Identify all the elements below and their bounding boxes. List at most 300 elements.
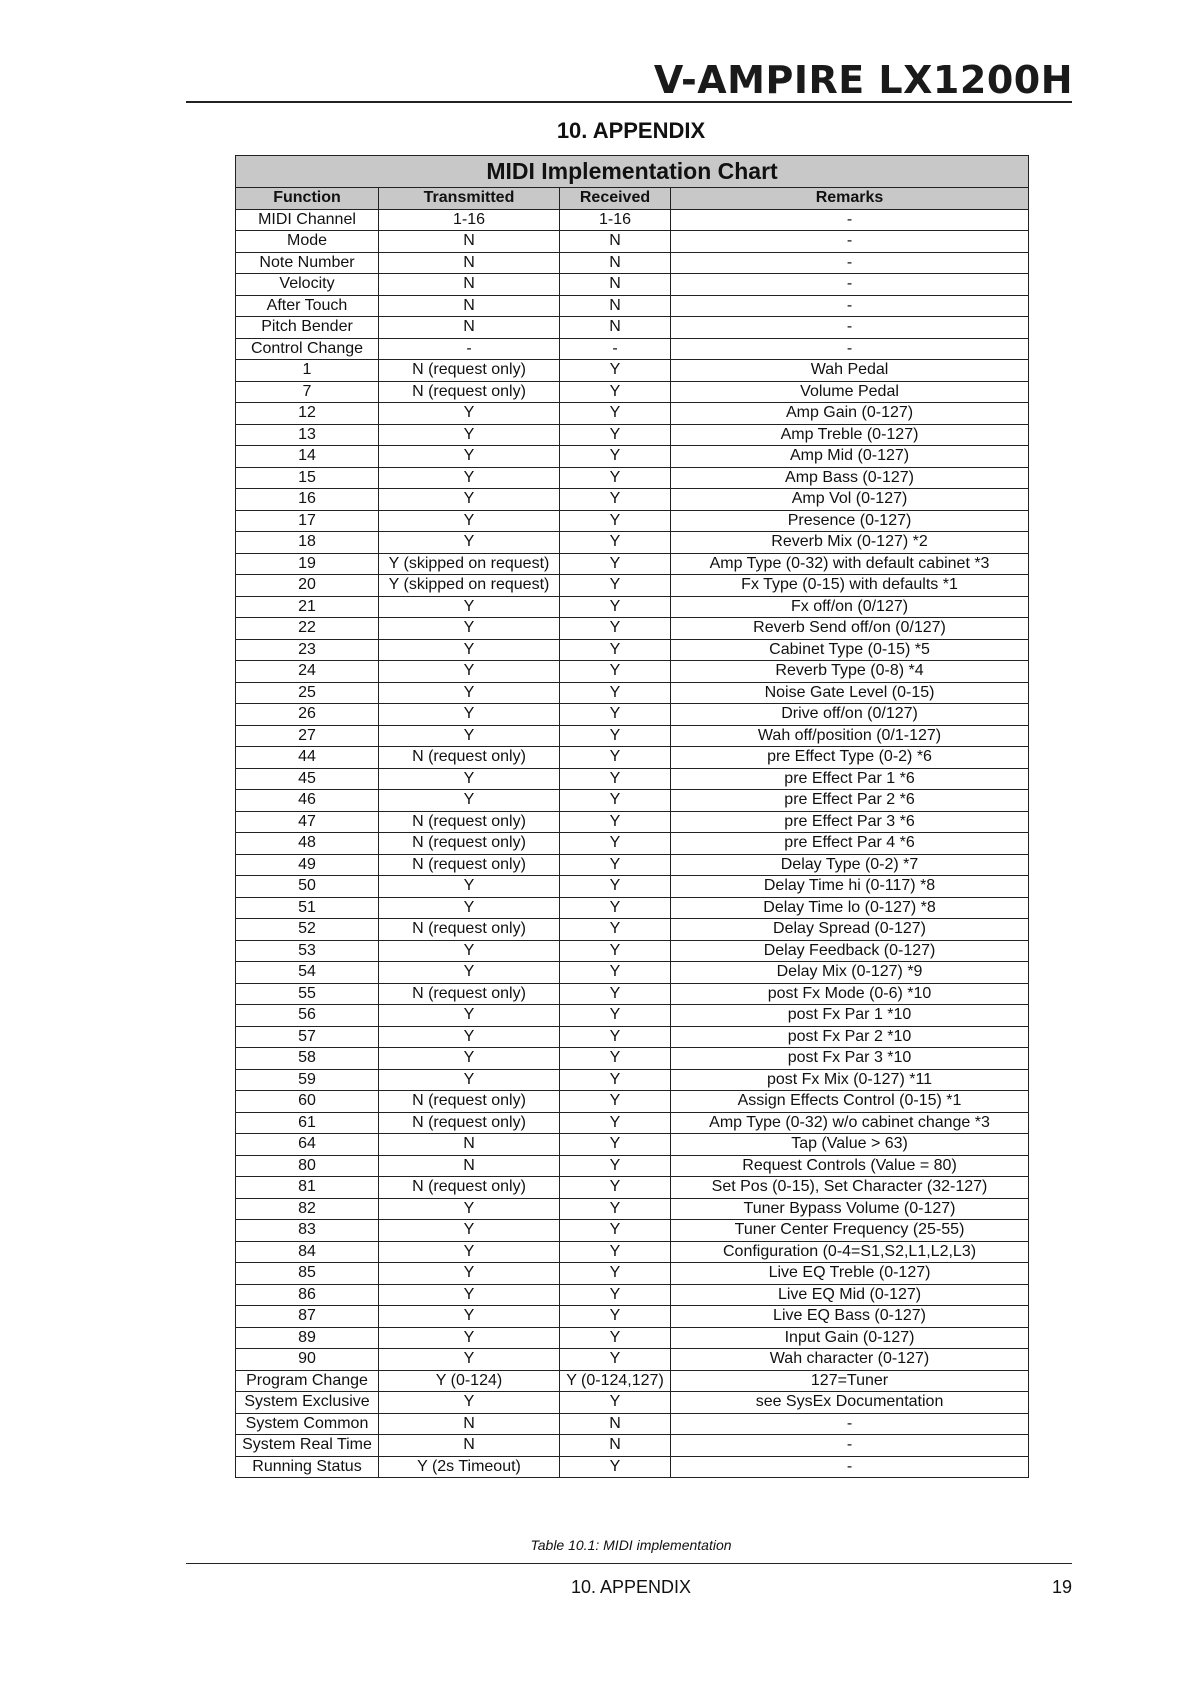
cell-function: 90 [236,1349,379,1371]
cell-remarks: Noise Gate Level (0-15) [671,682,1029,704]
table-row [236,1198,1029,1220]
cell-function: System Common [236,1413,379,1435]
cell-received: Y [560,897,671,919]
cell-function: 27 [236,725,379,747]
cell-transmitted: 1-16 [379,209,560,231]
footer-section-label: 10. APPENDIX [570,1577,692,1597]
table-row [236,876,1029,898]
cell-transmitted: N (request only) [379,381,560,403]
cell-remarks: Amp Mid (0-127) [671,446,1029,468]
cell-received: Y [560,962,671,984]
cell-function: Velocity [236,274,379,296]
cell-remarks: post Fx Par 2 *10 [671,1026,1029,1048]
cell-function: 18 [236,532,379,554]
cell-transmitted: Y [379,424,560,446]
table-row [236,295,1029,317]
cell-function: 19 [236,553,379,575]
table-row [236,618,1029,640]
cell-received: Y [560,1134,671,1156]
cell-remarks: Amp Vol (0-127) [671,489,1029,511]
cell-remarks: pre Effect Type (0-2) *6 [671,747,1029,769]
table-row [236,575,1029,597]
cell-received: Y [560,403,671,425]
cell-received: 1-16 [560,209,671,231]
table-row [236,983,1029,1005]
cell-transmitted: N (request only) [379,360,560,382]
cell-transmitted: N [379,295,560,317]
cell-transmitted: N (request only) [379,1112,560,1134]
cell-transmitted: N [379,1413,560,1435]
cell-remarks: Volume Pedal [671,381,1029,403]
cell-remarks: - [671,1435,1029,1457]
table-row [236,661,1029,683]
cell-remarks: Delay Spread (0-127) [671,919,1029,941]
cell-transmitted: N [379,1134,560,1156]
cell-remarks: Delay Time lo (0-127) *8 [671,897,1029,919]
cell-function: 81 [236,1177,379,1199]
cell-function: MIDI Channel [236,209,379,231]
cell-function: System Real Time [236,1435,379,1457]
cell-transmitted: Y [379,682,560,704]
cell-received: Y [560,532,671,554]
cell-transmitted: N (request only) [379,983,560,1005]
cell-remarks: see SysEx Documentation [671,1392,1029,1414]
cell-received: Y [560,1220,671,1242]
table-row [236,1069,1029,1091]
cell-transmitted: Y [379,876,560,898]
table-row [236,639,1029,661]
cell-received: Y [560,854,671,876]
table-body [236,209,1029,1478]
cell-transmitted: Y [379,618,560,640]
table-row [236,1220,1029,1242]
cell-transmitted: N (request only) [379,747,560,769]
table-row [236,1005,1029,1027]
table-row [236,1263,1029,1285]
cell-transmitted: Y [379,489,560,511]
cell-transmitted: Y [379,467,560,489]
cell-received: N [560,317,671,339]
cell-received: Y [560,360,671,382]
cell-remarks: pre Effect Par 4 *6 [671,833,1029,855]
cell-transmitted: N [379,252,560,274]
cell-received: N [560,231,671,253]
cell-function: 22 [236,618,379,640]
table-row [236,1392,1029,1414]
cell-function: 52 [236,919,379,941]
column-header-received: Received [560,188,671,210]
cell-function: 54 [236,962,379,984]
cell-transmitted: N (request only) [379,1091,560,1113]
cell-transmitted: Y [379,704,560,726]
cell-function: 83 [236,1220,379,1242]
cell-received: Y [560,424,671,446]
cell-function: Running Status [236,1456,379,1478]
table-row [236,1284,1029,1306]
cell-received: Y [560,618,671,640]
cell-transmitted: Y [379,596,560,618]
table-row [236,532,1029,554]
cell-remarks: - [671,295,1029,317]
cell-function: 26 [236,704,379,726]
cell-remarks: - [671,252,1029,274]
cell-function: 46 [236,790,379,812]
cell-function: 84 [236,1241,379,1263]
cell-remarks: 127=Tuner [671,1370,1029,1392]
cell-remarks: - [671,317,1029,339]
cell-received: Y [560,1456,671,1478]
cell-function: Mode [236,231,379,253]
cell-remarks: post Fx Par 1 *10 [671,1005,1029,1027]
cell-function: 23 [236,639,379,661]
cell-received: Y [560,1241,671,1263]
cell-received: Y [560,1392,671,1414]
section-title: 10. APPENDIX [556,118,706,143]
cell-transmitted: Y (skipped on request) [379,553,560,575]
cell-remarks: Wah Pedal [671,360,1029,382]
table-row [236,811,1029,833]
cell-received: Y [560,725,671,747]
table-row [236,940,1029,962]
cell-received: Y [560,983,671,1005]
table-row [236,1155,1029,1177]
cell-received: Y [560,833,671,855]
table-row [236,1091,1029,1113]
table-row [236,1026,1029,1048]
cell-remarks: Tap (Value > 63) [671,1134,1029,1156]
cell-remarks: Delay Mix (0-127) *9 [671,962,1029,984]
cell-remarks: - [671,338,1029,360]
cell-function: 14 [236,446,379,468]
cell-function: 12 [236,403,379,425]
page-number: 19 [1051,1577,1072,1597]
table-row [236,1413,1029,1435]
cell-function: 86 [236,1284,379,1306]
cell-function: 80 [236,1155,379,1177]
cell-remarks: - [671,231,1029,253]
cell-received: - [560,338,671,360]
table-row [236,209,1029,231]
table-row [236,403,1029,425]
table-row [236,704,1029,726]
cell-function: After Touch [236,295,379,317]
chart-title: MIDI Implementation Chart [236,156,1029,188]
cell-function: 25 [236,682,379,704]
cell-function: 55 [236,983,379,1005]
cell-transmitted: N [379,274,560,296]
cell-received: Y [560,768,671,790]
cell-transmitted: Y [379,639,560,661]
cell-transmitted: Y [379,790,560,812]
cell-transmitted: Y [379,1241,560,1263]
cell-function: 47 [236,811,379,833]
cell-remarks: Amp Bass (0-127) [671,467,1029,489]
table-row [236,962,1029,984]
cell-remarks: Amp Type (0-32) w/o cabinet change *3 [671,1112,1029,1134]
cell-received: Y [560,575,671,597]
cell-remarks: Configuration (0-4=S1,S2,L1,L2,L3) [671,1241,1029,1263]
cell-remarks: Presence (0-127) [671,510,1029,532]
table-row [236,489,1029,511]
cell-function: 24 [236,661,379,683]
cell-received: Y [560,1327,671,1349]
cell-transmitted: Y [379,403,560,425]
cell-transmitted: Y [379,1306,560,1328]
cell-transmitted: Y [379,1026,560,1048]
midi-implementation-table [235,155,1029,1478]
cell-remarks: Input Gain (0-127) [671,1327,1029,1349]
table-row [236,1456,1029,1478]
cell-received: Y [560,747,671,769]
cell-transmitted: Y (2s Timeout) [379,1456,560,1478]
cell-transmitted: Y [379,768,560,790]
cell-received: Y [560,790,671,812]
cell-received: Y [560,1048,671,1070]
cell-transmitted: Y [379,446,560,468]
cell-received: Y [560,1155,671,1177]
table-row [236,338,1029,360]
cell-remarks: Live EQ Mid (0-127) [671,1284,1029,1306]
cell-transmitted: Y [379,1349,560,1371]
cell-remarks: Delay Feedback (0-127) [671,940,1029,962]
cell-transmitted: Y [379,1048,560,1070]
table-row [236,553,1029,575]
cell-remarks: - [671,209,1029,231]
table-row [236,897,1029,919]
cell-remarks: Fx Type (0-15) with defaults *1 [671,575,1029,597]
cell-remarks: Reverb Mix (0-127) *2 [671,532,1029,554]
cell-received: Y [560,381,671,403]
table-row [236,1306,1029,1328]
cell-function: 17 [236,510,379,532]
cell-remarks: Set Pos (0-15), Set Character (32-127) [671,1177,1029,1199]
table-row [236,424,1029,446]
table-row [236,1048,1029,1070]
cell-function: 15 [236,467,379,489]
cell-remarks: Wah off/position (0/1-127) [671,725,1029,747]
cell-received: N [560,295,671,317]
cell-transmitted: Y [379,897,560,919]
cell-remarks: Amp Treble (0-127) [671,424,1029,446]
cell-received: Y [560,1177,671,1199]
cell-remarks: Reverb Type (0-8) *4 [671,661,1029,683]
cell-remarks: Amp Type (0-32) with default cabinet *3 [671,553,1029,575]
cell-received: Y [560,919,671,941]
cell-received: Y [560,940,671,962]
cell-received: Y [560,1284,671,1306]
cell-transmitted: Y [379,661,560,683]
cell-remarks: post Fx Mode (0-6) *10 [671,983,1029,1005]
cell-function: 16 [236,489,379,511]
table-row [236,1241,1029,1263]
cell-received: Y [560,876,671,898]
cell-received: Y [560,1005,671,1027]
cell-transmitted: - [379,338,560,360]
cell-transmitted: Y [379,1327,560,1349]
cell-transmitted: N [379,1155,560,1177]
table-caption: Table 10.1: MIDI implementation [530,1537,732,1553]
cell-received: Y [560,510,671,532]
table-row [236,446,1029,468]
cell-received: Y [560,1091,671,1113]
table-row [236,596,1029,618]
cell-transmitted: N [379,1435,560,1457]
cell-remarks: post Fx Par 3 *10 [671,1048,1029,1070]
table-row [236,833,1029,855]
cell-function: 1 [236,360,379,382]
cell-transmitted: Y [379,510,560,532]
cell-transmitted: N (request only) [379,854,560,876]
table-row [236,252,1029,274]
cell-remarks: Amp Gain (0-127) [671,403,1029,425]
cell-transmitted: Y [379,532,560,554]
cell-function: 56 [236,1005,379,1027]
table-row [236,1349,1029,1371]
cell-remarks: Live EQ Treble (0-127) [671,1263,1029,1285]
cell-function: 89 [236,1327,379,1349]
cell-transmitted: N [379,231,560,253]
cell-received: Y [560,811,671,833]
cell-remarks: Assign Effects Control (0-15) *1 [671,1091,1029,1113]
cell-transmitted: Y [379,1392,560,1414]
column-header-row [236,188,1029,210]
cell-function: 57 [236,1026,379,1048]
cell-transmitted: Y [379,725,560,747]
cell-remarks: Reverb Send off/on (0/127) [671,618,1029,640]
cell-received: Y [560,1263,671,1285]
table-row [236,768,1029,790]
table-row [236,317,1029,339]
cell-function: 82 [236,1198,379,1220]
cell-function: 20 [236,575,379,597]
cell-received: Y [560,639,671,661]
cell-received: Y [560,682,671,704]
cell-remarks: Request Controls (Value = 80) [671,1155,1029,1177]
cell-transmitted: N (request only) [379,1177,560,1199]
cell-remarks: Live EQ Bass (0-127) [671,1306,1029,1328]
cell-transmitted: N (request only) [379,811,560,833]
table-row [236,467,1029,489]
header-rule [186,101,1072,103]
cell-received: Y [560,553,671,575]
table-row [236,510,1029,532]
cell-function: 50 [236,876,379,898]
cell-remarks: pre Effect Par 2 *6 [671,790,1029,812]
cell-function: Note Number [236,252,379,274]
cell-remarks: pre Effect Par 1 *6 [671,768,1029,790]
cell-function: 60 [236,1091,379,1113]
cell-function: 53 [236,940,379,962]
cell-transmitted: Y [379,1069,560,1091]
cell-function: 59 [236,1069,379,1091]
table-row [236,1327,1029,1349]
cell-received: Y [560,1306,671,1328]
cell-function: System Exclusive [236,1392,379,1414]
cell-transmitted: Y (0-124) [379,1370,560,1392]
cell-received: Y [560,467,671,489]
cell-function: 58 [236,1048,379,1070]
cell-received: Y (0-124,127) [560,1370,671,1392]
table-row [236,231,1029,253]
table-row [236,1435,1029,1457]
cell-transmitted: Y (skipped on request) [379,575,560,597]
cell-received: Y [560,596,671,618]
cell-transmitted: Y [379,1284,560,1306]
table-row [236,1134,1029,1156]
cell-received: N [560,252,671,274]
footer-rule [186,1563,1072,1564]
cell-function: 64 [236,1134,379,1156]
cell-transmitted: Y [379,940,560,962]
table-row [236,790,1029,812]
column-header-remarks: Remarks [671,188,1029,210]
cell-remarks: pre Effect Par 3 *6 [671,811,1029,833]
cell-function: Control Change [236,338,379,360]
cell-received: Y [560,1112,671,1134]
cell-received: Y [560,1069,671,1091]
cell-transmitted: Y [379,1005,560,1027]
column-header-function: Function [236,188,379,210]
table-row [236,747,1029,769]
cell-remarks: post Fx Mix (0-127) *11 [671,1069,1029,1091]
cell-remarks: Delay Type (0-2) *7 [671,854,1029,876]
cell-remarks: Drive off/on (0/127) [671,704,1029,726]
cell-function: Pitch Bender [236,317,379,339]
cell-remarks: Tuner Bypass Volume (0-127) [671,1198,1029,1220]
cell-received: Y [560,1349,671,1371]
cell-function: 85 [236,1263,379,1285]
cell-function: 7 [236,381,379,403]
cell-function: 44 [236,747,379,769]
cell-function: 13 [236,424,379,446]
cell-function: 49 [236,854,379,876]
cell-received: Y [560,704,671,726]
cell-function: Program Change [236,1370,379,1392]
table-row [236,854,1029,876]
table-row [236,381,1029,403]
cell-transmitted: Y [379,1263,560,1285]
cell-received: Y [560,446,671,468]
cell-function: 48 [236,833,379,855]
table-row [236,682,1029,704]
table-row [236,1177,1029,1199]
cell-function: 21 [236,596,379,618]
cell-remarks: Cabinet Type (0-15) *5 [671,639,1029,661]
table-row [236,919,1029,941]
table-row [236,274,1029,296]
brand-title: V-AMPIRE LX1200H [653,58,1073,102]
cell-transmitted: Y [379,1220,560,1242]
cell-transmitted: N (request only) [379,833,560,855]
cell-received: Y [560,1026,671,1048]
table-row [236,1112,1029,1134]
cell-transmitted: N (request only) [379,919,560,941]
cell-received: N [560,1413,671,1435]
table-row [236,725,1029,747]
cell-received: N [560,1435,671,1457]
cell-function: 61 [236,1112,379,1134]
cell-received: Y [560,661,671,683]
cell-remarks: Delay Time hi (0-117) *8 [671,876,1029,898]
cell-function: 51 [236,897,379,919]
cell-remarks: - [671,1456,1029,1478]
cell-remarks: Tuner Center Frequency (25-55) [671,1220,1029,1242]
table-row [236,1370,1029,1392]
cell-function: 87 [236,1306,379,1328]
table-row [236,360,1029,382]
cell-received: Y [560,1198,671,1220]
cell-received: N [560,274,671,296]
